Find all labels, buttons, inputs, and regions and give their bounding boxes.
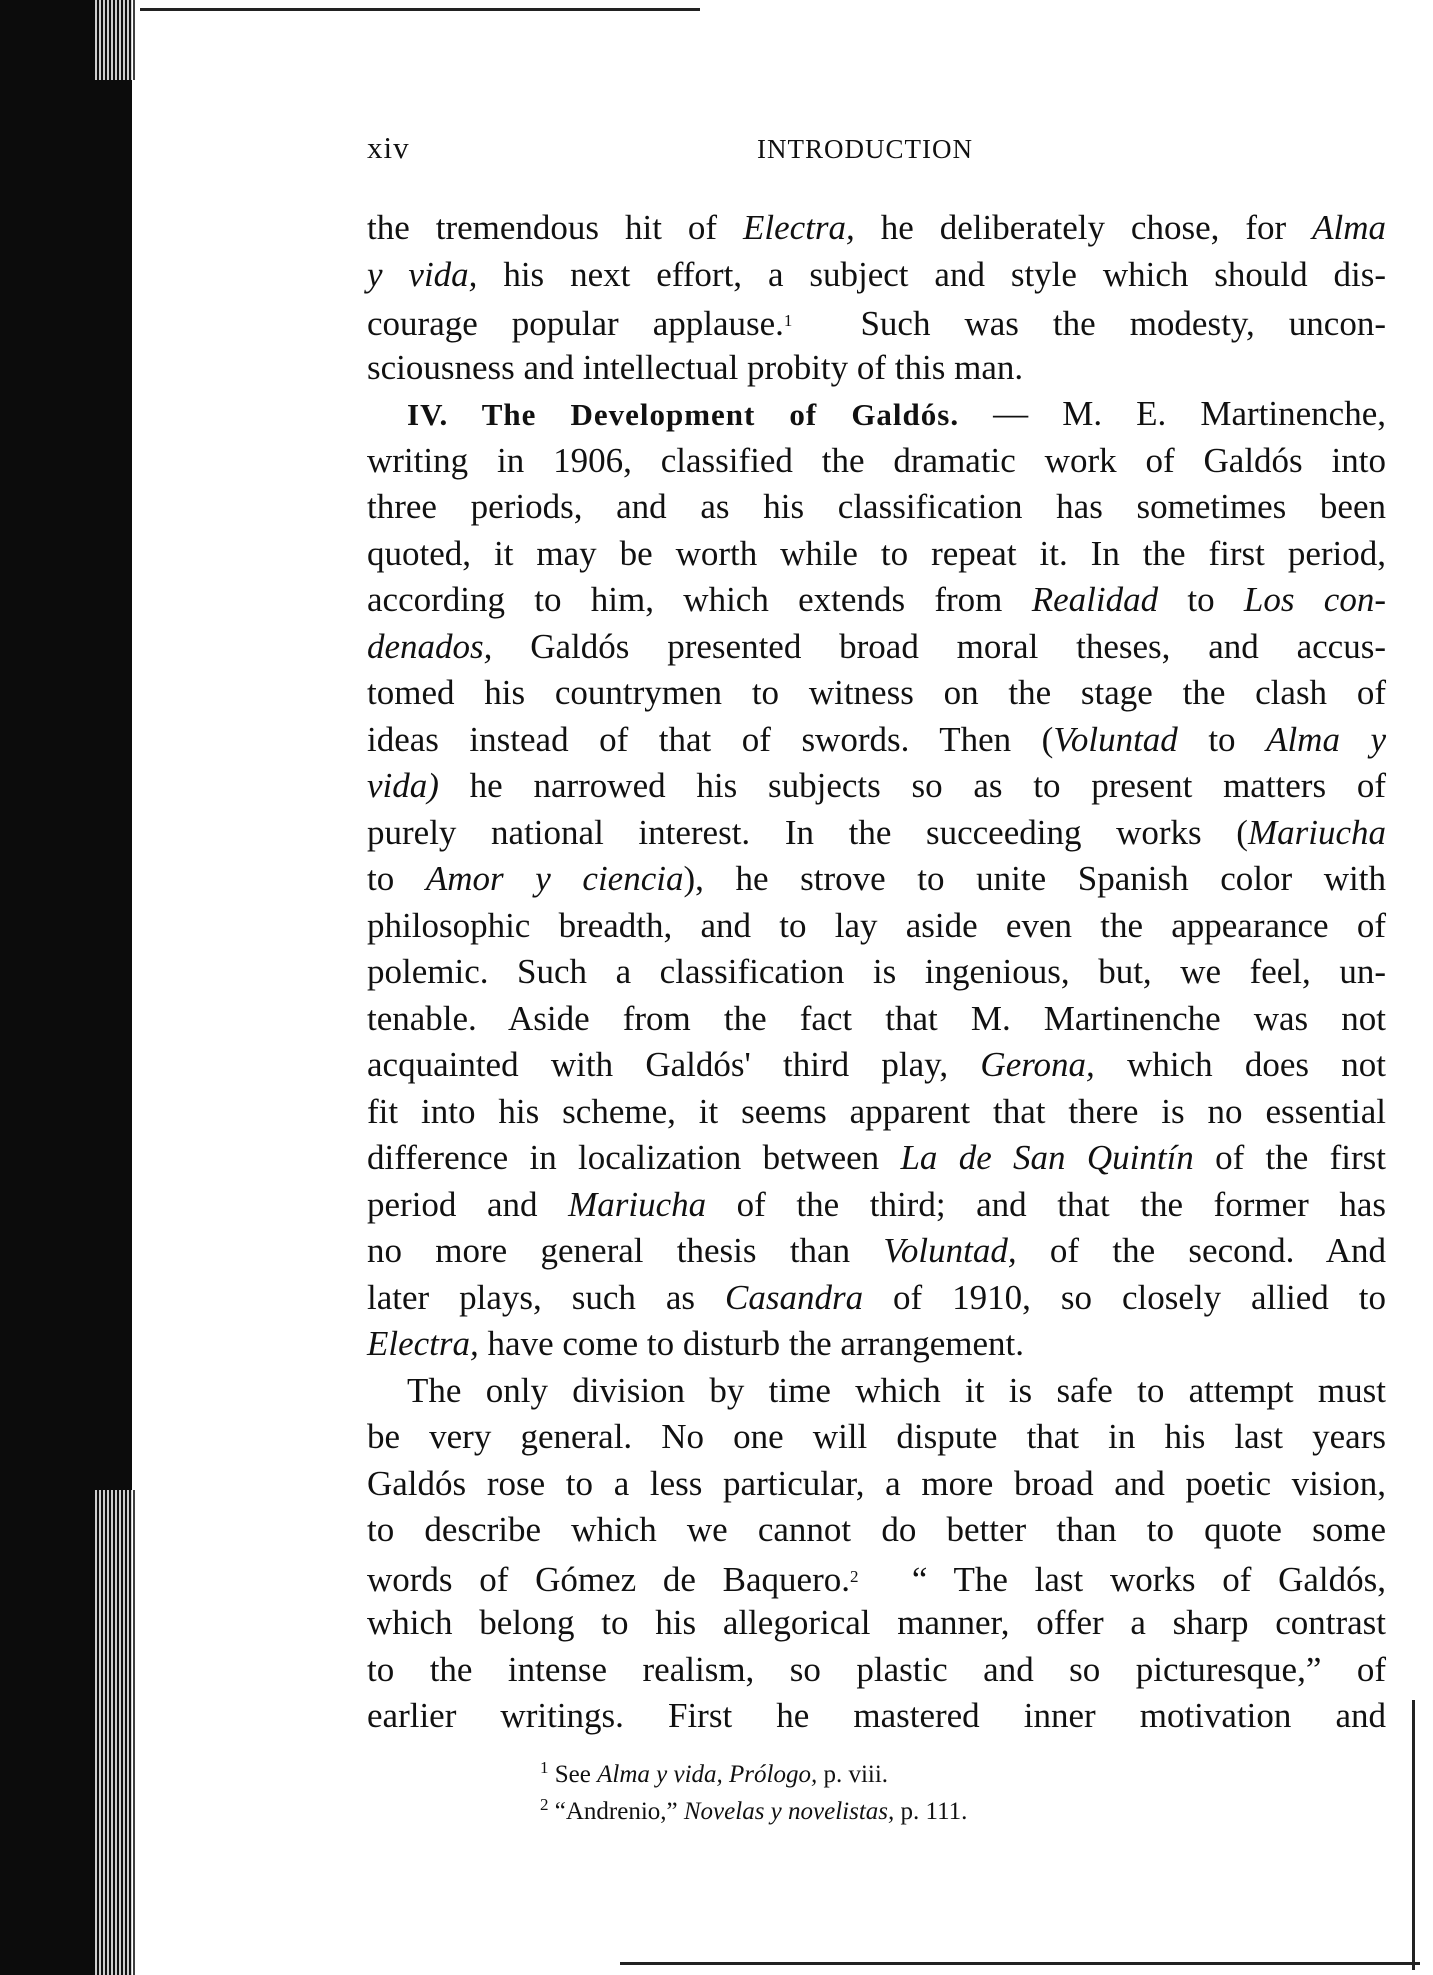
text-line [367, 949, 1386, 996]
text-run: courage popular applause. [367, 304, 784, 343]
text-line [367, 1693, 1386, 1740]
text-run: Electra, [367, 1324, 479, 1363]
text-line [367, 1368, 1386, 1415]
text-line [367, 1414, 1386, 1461]
page-binding-edge [0, 0, 132, 1975]
text-line [367, 903, 1386, 950]
text-run: philosophic breadth, and to lay aside even the appearance of [367, 905, 1386, 945]
footnote-ref: 1 [783, 311, 793, 330]
text-run: Amor y ciencia [425, 859, 684, 898]
text-line [367, 996, 1386, 1043]
text-run: he deliberately chose, for [854, 208, 1313, 247]
text-line [367, 1135, 1386, 1182]
scan-noise [95, 0, 135, 80]
text-line [367, 531, 1386, 578]
text-run: to describe which we cannot do better than to quote some [367, 1510, 1386, 1549]
text-run: later plays, such as [367, 1277, 725, 1317]
text-line [367, 438, 1386, 485]
text-line [367, 624, 1386, 671]
text-line [367, 484, 1386, 531]
text-run: Alma y [1266, 719, 1386, 759]
text-run: difference in localization between [367, 1138, 901, 1177]
footnote-ref: 1 [540, 1758, 549, 1777]
text-run: The only division by time which it is safe to attempt must [407, 1370, 1386, 1410]
text-line [367, 1042, 1386, 1089]
text-run: Mariucha [1247, 812, 1386, 852]
text-run: Realidad [1031, 580, 1159, 619]
text-run: of the first [1193, 1138, 1386, 1177]
text-run: to [1158, 580, 1244, 619]
text-line [367, 252, 1386, 299]
text-run: Galdós rose to a less particular, a more broad and poetic vision, [367, 1463, 1386, 1503]
scan-edge-line [1412, 1700, 1415, 1970]
text-run: ideas instead of that of swords. Then ( [367, 719, 1054, 759]
text-line [367, 345, 1386, 392]
text-run: “ The last works of Galdós, [858, 1559, 1386, 1599]
text-line [367, 1228, 1386, 1275]
text-line [367, 810, 1386, 857]
text-line [367, 1507, 1386, 1554]
text-run: tenable. Aside from the fact that M. Martinenche was not [367, 998, 1386, 1038]
text-line [367, 1647, 1386, 1694]
text-line [367, 670, 1386, 717]
text-run: Casandra [724, 1277, 864, 1317]
text-run: writing in 1906, classified the dramatic work of Galdós into [367, 440, 1386, 480]
text-run: p. viii. [817, 1761, 889, 1788]
text-run: ), he strove to unite Spanish color with [683, 859, 1386, 898]
footnote-ref: 2 [540, 1795, 549, 1814]
footnote [540, 1795, 967, 1826]
text-run: polemic. Such a classification is ingenious, but, we feel, un- [367, 952, 1386, 991]
text-run: Gerona, [980, 1045, 1095, 1084]
text-run: Voluntad [1053, 719, 1178, 759]
text-line [367, 1275, 1386, 1322]
text-run: to the intense realism, so plastic and so picturesque,” of [367, 1649, 1386, 1689]
text-run: of the second. And [1016, 1231, 1386, 1270]
text-line [367, 298, 1386, 345]
text-run: have come to disturb the arrangement. [478, 1324, 1024, 1363]
text-run: — M. E. Martinenche, [959, 394, 1386, 433]
text-run: Alma y vida, Prólogo, [597, 1761, 818, 1788]
footnote-ref: 2 [849, 1566, 859, 1586]
text-run: to [367, 859, 426, 898]
text-run: vida) [367, 766, 439, 805]
text-run: Mariucha [568, 1184, 707, 1224]
text-run: his next effort, a subject and style which should dis- [477, 254, 1386, 294]
text-run: Novelas y novelistas, [683, 1798, 895, 1825]
running-head: INTRODUCTION [757, 134, 973, 164]
scan-edge-line [140, 8, 700, 11]
text-run: words of Gómez de Baquero. [367, 1559, 850, 1599]
text-line [367, 1600, 1386, 1647]
text-run: be very general. No one will dispute that in his last years [367, 1417, 1386, 1456]
text-line [367, 1554, 1386, 1601]
text-run: three periods, and as his classification has sometimes been [367, 487, 1386, 526]
text-run: sciousness and intellectual probity of this man. [367, 347, 1024, 387]
scan-edge-line [620, 1962, 1420, 1965]
body-text [367, 205, 1386, 1740]
text-run: p. 111. [894, 1798, 968, 1825]
text-run: which belong to his allegorical manner, offer a sharp contrast [367, 1603, 1386, 1642]
text-run: purely national interest. In the succeeding works ( [367, 812, 1248, 852]
text-run: Alma [1312, 208, 1387, 247]
text-line [367, 856, 1386, 903]
text-run: Galdós presented broad moral theses, and accus- [492, 626, 1386, 666]
text-run: the tremendous hit of [367, 208, 744, 247]
text-run: of 1910, so closely allied to [863, 1277, 1386, 1317]
text-run: “Andrenio,” [548, 1798, 684, 1825]
text-line [367, 1182, 1386, 1229]
text-run: period and [367, 1184, 569, 1224]
text-run: fit into his scheme, it seems apparent that there is no essential [367, 1091, 1386, 1131]
text-run: Los con- [1243, 580, 1386, 619]
text-line [367, 1461, 1386, 1508]
text-run: IV. The Development of Galdós. [407, 397, 960, 432]
text-run: See [548, 1761, 598, 1788]
text-run: acquainted with Galdós' third play, [367, 1045, 981, 1084]
text-line [367, 577, 1386, 624]
text-run: denados, [367, 626, 493, 666]
text-run: y vida, [367, 254, 478, 294]
footnote [540, 1758, 888, 1789]
text-run: earlier writings. First he mastered inner motivation and [367, 1696, 1386, 1735]
text-line [367, 1321, 1386, 1368]
text-line [367, 391, 1386, 438]
page-number: xiv [367, 130, 410, 165]
text-run: he narrowed his subjects so as to present matters of [438, 766, 1386, 805]
text-run: quoted, it may be worth while to repeat it. In the first period, [367, 533, 1386, 573]
text-run: of the third; and that the former has [706, 1184, 1386, 1224]
text-line [367, 717, 1386, 764]
text-run: Such was the modesty, uncon- [792, 304, 1386, 343]
text-run: according to him, which extends from [367, 580, 1032, 619]
page-header [367, 130, 1386, 170]
text-line [367, 205, 1386, 252]
text-line [367, 1089, 1386, 1136]
text-line [367, 763, 1386, 810]
scan-noise [95, 1490, 135, 1975]
text-run: which does not [1094, 1045, 1387, 1084]
text-run: La de San Quintín [900, 1138, 1194, 1177]
text-run: no more general thesis than [367, 1231, 884, 1270]
text-run: tomed his countrymen to witness on the stage the clash of [367, 673, 1386, 712]
text-run: to [1177, 719, 1267, 759]
text-run: Electra, [743, 208, 855, 247]
text-run: Voluntad, [883, 1231, 1017, 1270]
